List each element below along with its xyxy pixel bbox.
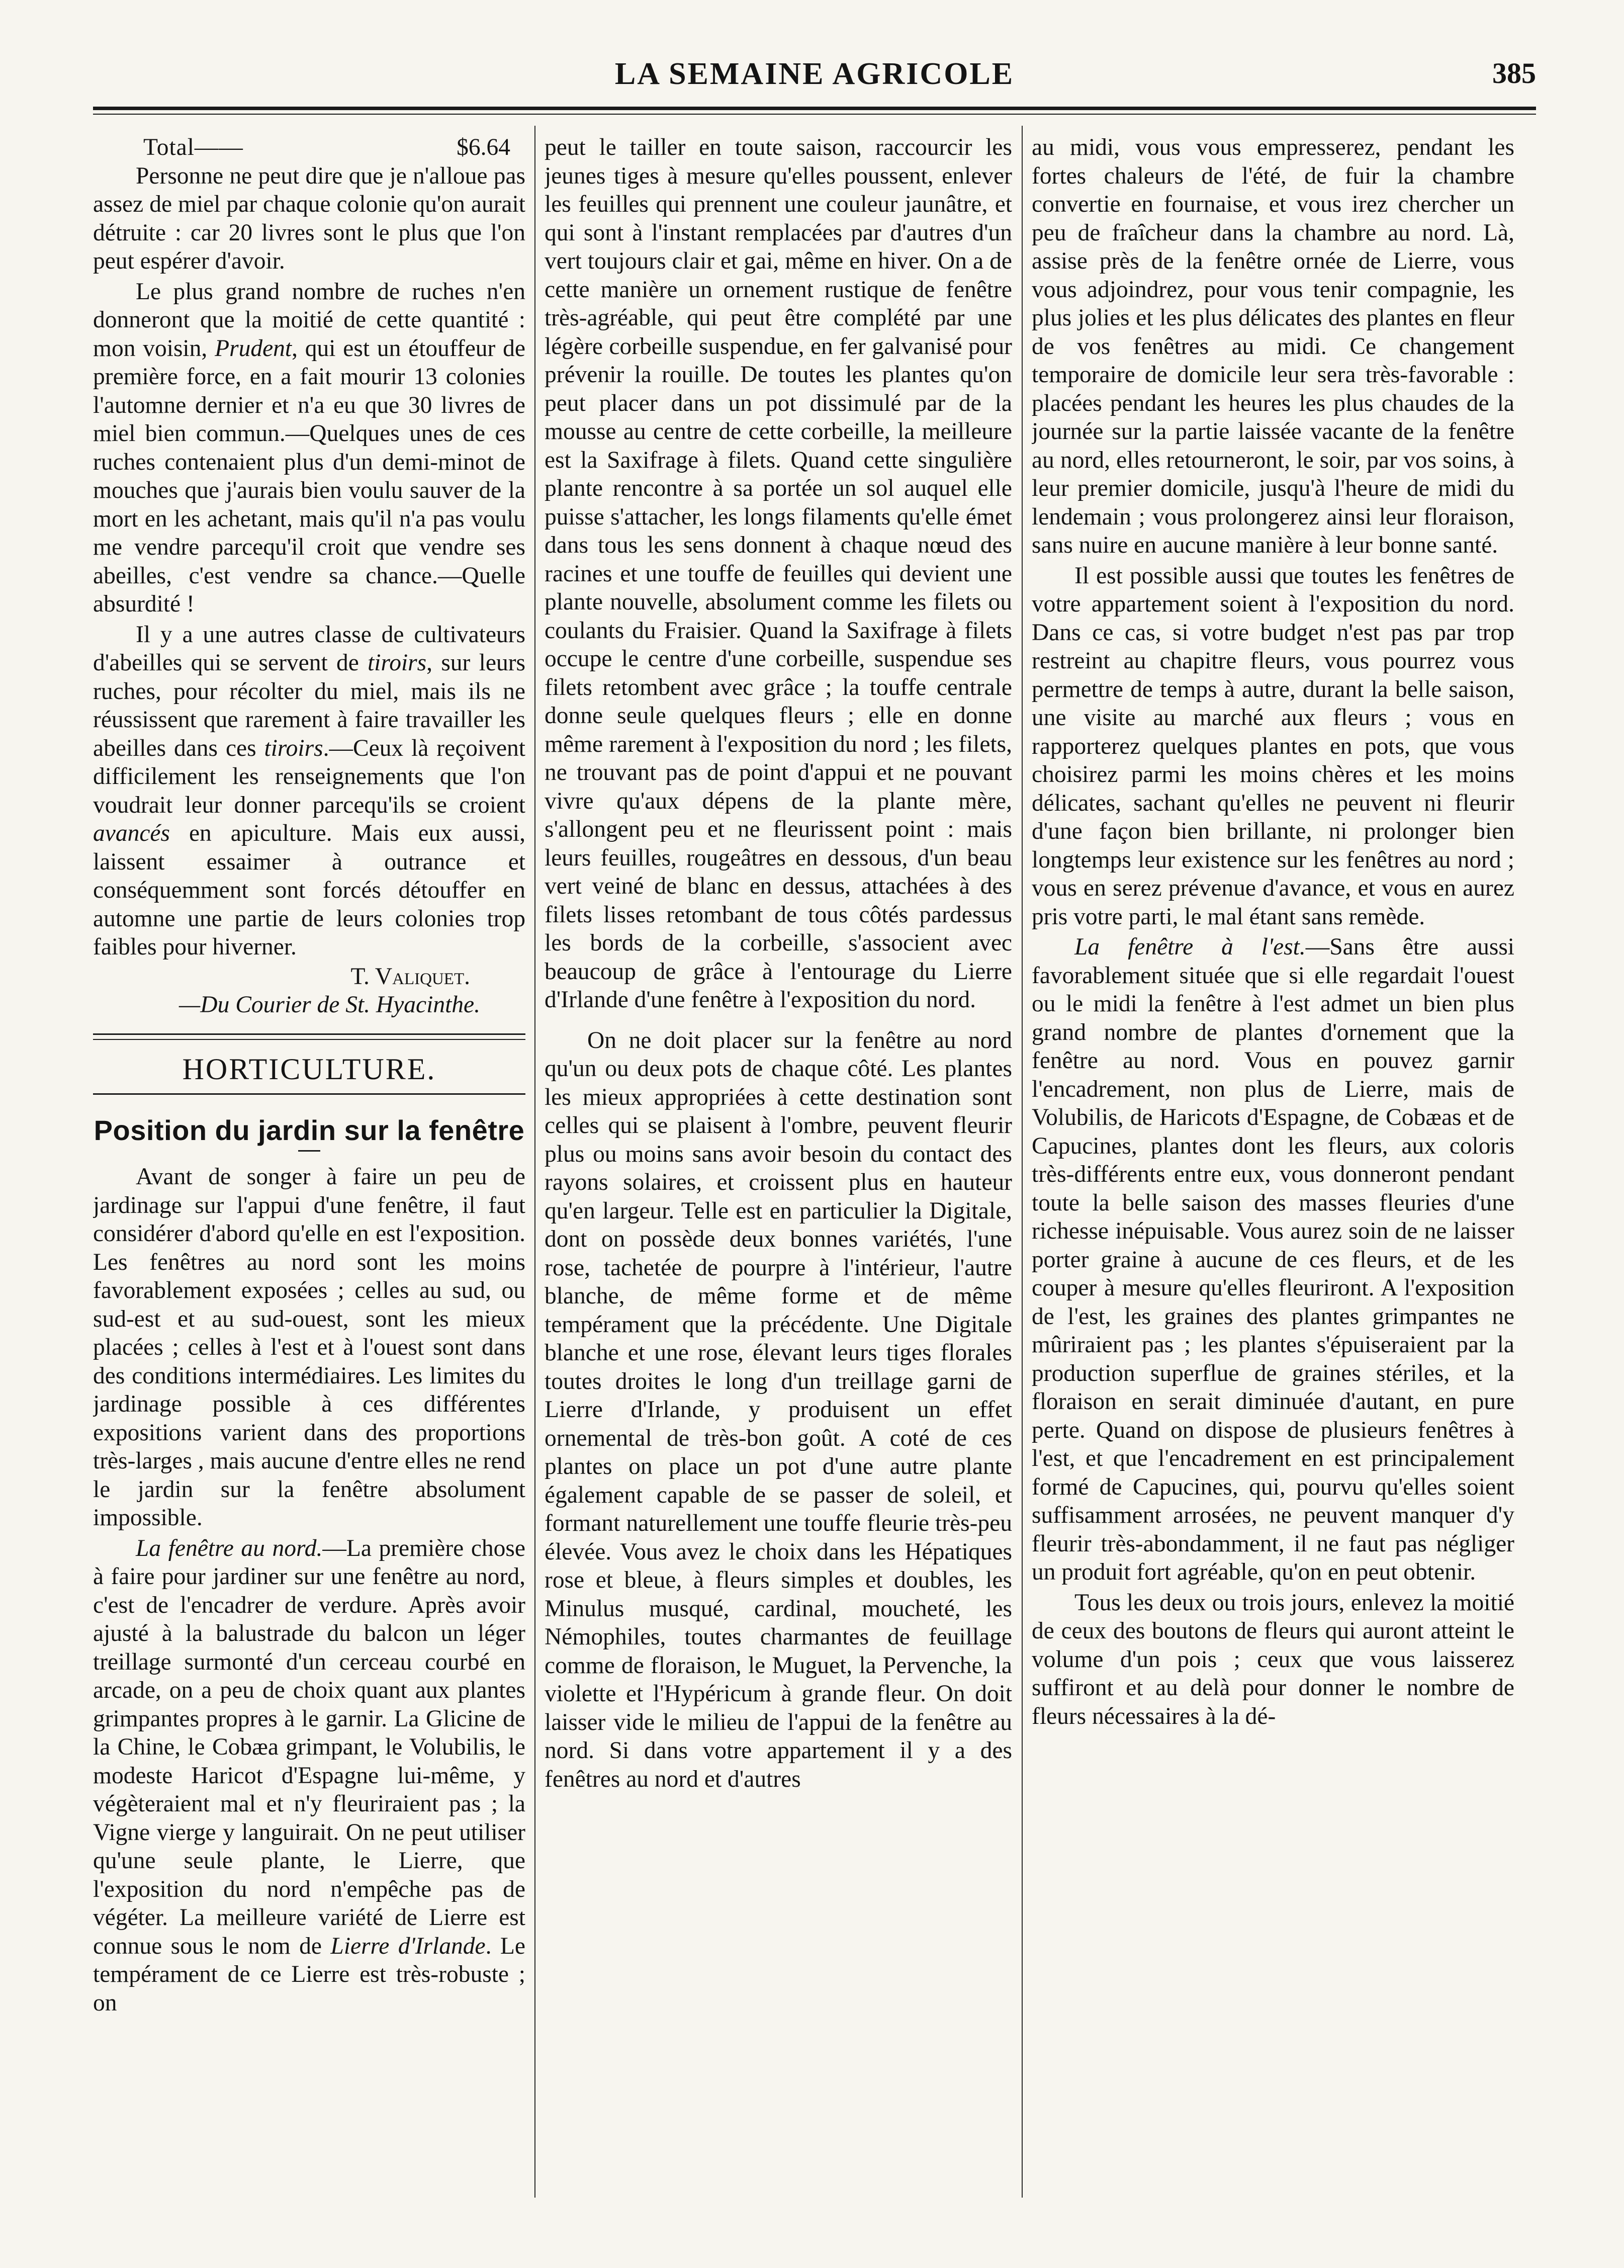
emphasis: Prudent (215, 335, 292, 362)
emphasis: Lierre d'Irlande (330, 1933, 486, 1959)
author-signature: T. Valiquet. (350, 963, 470, 990)
title-dash (298, 1150, 320, 1152)
paragraph: Le plus grand nombre de ruches n'en donneront que la moitié de cette quantité : mon voisin, Prudent, qui est un étouffeur de première force, en a fait mourir 13 colonies l'automne dernier et n'a eu que 30 livres de miel bien commun.—Quelques unes de ces ruches contenaient plus d'un demi-minot de mouches que j'aurais bien voulu sauver de la mort en les achetant, mais qu'il n'a pas voulu me vendre parcequ'il croit que vendre ses abeilles, c'est vendre sa chance.—Quelle absurdité ! (93, 278, 525, 617)
total-line (93, 133, 525, 162)
paragraph: Il est possible aussi que toutes les fenêtres de votre appartement soient à l'exposition du nord. Dans ce cas, si votre budget n'est pas par trop restreint au chapitre fleurs, vous pourrez vous permettre de temps à autre, durant la belle saison, une visite au marché aux fleurs ; vous en rapporterez quelques plantes en pots, que vous choisirez parmi les moins chères et les moins délicates, sachant qu'elles ne peuvent ni fleurir d'une façon bien brillante, ni prolonger bien longtemps leur existence sur les fenêtres au nord ; vous en serez prévenue d'avance, et vous en aurez pris votre parti, le mal étant sans remède. (1032, 562, 1514, 930)
total-label: Total—— (143, 134, 243, 160)
column-3 (1032, 133, 1514, 2198)
section-heading: HORTICULTURE. (182, 1052, 436, 1086)
column-divider-1 (534, 126, 535, 2198)
paragraph: On ne doit placer sur la fenêtre au nord qu'un ou deux pots de chaque côté. Les plantes les mieux appropriées à cette destination sont celles qui se plaisent à l'ombre, peuvent fleurir plus ou moins sans avoir besoin du contact des rayons solaires, et croissent plus en hauteur qu'en largeur. Telle est en particulier la Digitale, dont on possède deux bonnes variétés, l'une rose, tachetée de pourpre à l'intérieur, l'autre blanche, de même forme et de même tempérament que la précédente. Une Digitale blanche et une rose, élevant leurs tiges florales toutes droites le long d'un treillage garni de Lierre d'Irlande, y produisent un effet ornemental de très-bon goût. A coté de ces plantes on place un pot d'une autre plante également capable de se passer de soleil, et formant naturellement une touffe fleurie très-peu élevée. Vous avez le choix dans les Hépatiques rose et bleue, à fleurs simples et doubles, les Minulus musqué, cardinal, moucheté, les Némophiles, toutes charmantes de feuillage comme de floraison, le Muguet, la Pervenche, la violette et l'Hypéricum à grande fleur. On doit laisser vide le milieu de l'appui de la fenêtre au nord. Si dans votre appartement il y a des fenêtres au nord et d'autres (545, 1027, 1012, 1792)
emphasis: tiroirs (264, 735, 323, 761)
header-rule-thin (93, 114, 1536, 115)
paragraph: peut le tailler en toute saison, raccourcir les jeunes tiges à mesure qu'elles poussent, enlever les feuilles qui prennent une couleur jaunâtre, et qui sont à l'instant remplacées par d'autres d'un vert toujours clair et gai, même en hiver. On a de cette manière un ornement rustique de fenêtre très-agréable, qui peut être complété par une légère corbeille suspendue, en fer galvanisé pour prévenir la rouille. De toutes les plantes qu'on peut placer dans un pot dissimulé par de la mousse au centre de cette corbeille, la meilleure est la Saxifrage à filets. Quand cette singulière plante rencontre à sa portée un sol auquel elle puisse s'attacher, les longs filaments qu'elle émet dans tous les sens donnent à chaque nœud des racines et une touffe de feuilles qui devient une plante nouvelle, absolument comme les filets ou coulants du Fraisier. Quand la Saxifrage à filets occupe le centre d'une corbeille, suspendue ses filets retombent avec grâce ; la touffe centrale donne seule quelques fleurs ; elle en donne même rarement à l'exposition du nord ; les filets, ne trouvant pas de point d'appui et ne pouvant vivre qu'aux dépens de la plante mère, s'allongent peu et ne fleurissent point : mais leurs feuilles, rougeâtres en dessous, d'un beau vert veiné de blanc en dessus, attachées à des filets lisses retombant de tous côtés pardessus les bords de la corbeille, s'associent avec beaucoup de grâce à l'entourage du Lierre d'Irlande d'une fenêtre à l'exposition du nord. (545, 134, 1012, 1013)
publication-title: LA SEMAINE AGRICOLE (614, 57, 1015, 91)
paragraph: Personne ne peut dire que je n'alloue pas assez de miel par chaque colonie qu'on aurait détruite : car 20 livres sont le plus que l'on peut espérer d'avoir. (93, 162, 525, 274)
article-title: Position du jardin sur la fenêtre (94, 1114, 525, 1146)
source-credit: —Du Courier de St. Hyacinthe. (179, 992, 480, 1018)
emphasis: tiroirs (368, 650, 427, 676)
section-separator (93, 1033, 525, 1040)
paragraph: La fenêtre à l'est.—Sans être aussi favorablement située que si elle regardait l'ouest ou le midi la fenêtre à l'est admet un bien plus grand nombre de plantes d'ornement que la fenêtre au nord. Vous en pouvez garnir l'encadrement, non plus de Lierre, mais de Volubilis, de Haricots d'Espagne, de Cobæas et de Capucines, plantes dont les fleurs, aux coloris très-différents entre eux, vous donneront pendant toute la belle saison des masses fleuries d'une richesse inépuisable. Vous aurez soin de ne laisser porter graine à aucune de ces fleurs, et de les couper à mesure qu'elles fleuriront. A l'exposition de l'est, les graines des plantes grimpantes ne mûriraient pas ; les plantes s'épuiseraient par la production superflue de graines stériles, et la floraison en serait diminuée d'autant, en pure perte. Quand on dispose de plusieurs fenêtres à l'est, et que l'encadrement en est principalement formé de Capucines, qui, pourvu qu'elles soient suffisamment arrosées, ne peuvent manquer d'y fleurir très-abondamment, il ne faut pas négliger un produit fort agréable, qu'on en peut obtenir. (1032, 934, 1514, 1585)
paragraph: Avant de songer à faire un peu de jardinage sur l'appui d'une fenêtre, il faut considérer d'abord qu'elle en est l'exposition. Les fenêtres au nord sont les moins favorablement exposées ; celles au sud, ou sud-est et au sud-ouest, sont les mieux placées ; celles à l'est et à l'ouest sont dans des conditions intermédiaires. Les limites du jardinage possible à ces différentes expositions varient dans des proportions très-larges , mais aucune d'entre elles ne rend le jardin sur la fenêtre absolument impossible. (93, 1164, 525, 1531)
header-rule-thick (93, 107, 1536, 110)
column-1 (93, 133, 525, 2198)
column-2 (545, 133, 1012, 2198)
subheading-emphasis: La fenêtre au nord. (136, 1535, 323, 1561)
paragraph: Tous les deux ou trois jours, enlevez la moitié de ceux des boutons de fleurs qui auront atteint le volume d'un pois ; ceux que vous laisserez suffiront et au delà pour donner le nombre de fleurs nécessaires à la dé- (1032, 1589, 1514, 1729)
paragraph: Il y a une autres classe de cultivateurs d'abeilles qui se servent de tiroirs, sur leurs ruches, pour récolter du miel, mais ils ne réussissent que rarement à faire travailler les abeilles dans ces tiroirs.—Ceux là reçoivent difficilement les renseignements que l'on voudrait leur donner parcequ'ils se croient avancés en apiculture. Mais eux aussi, laissent essaimer à outrance et conséquemment sont forcés détouffer en automne une partie de leurs colonies trop faibles pour hiverner. (93, 621, 525, 960)
column-divider-2 (1022, 126, 1023, 2198)
subheading-emphasis: La fenêtre à l'est. (1074, 934, 1306, 960)
emphasis: avancés (93, 820, 170, 846)
section-separator-thin (93, 1093, 525, 1095)
page-number: 385 (1492, 57, 1536, 90)
page-header (93, 56, 1536, 104)
paragraph: au midi, vous vous empresserez, pendant les fortes chaleurs de l'été, de fuir la chambre convertie en fournaise, et vous irez chercher un peu de fraîcheur dans la chambre au nord. Là, assise près de la fenêtre ornée de Lierre, vous vous adjoindrez, pour vous tenir compagnie, les plus jolies et les plus délicates des plantes en fleur de vos fenêtres au midi. Ce changement temporaire de domicile leur sera très-favorable : placées pendant les heures les plus chaudes de la journée sur la partie laissée vacante de la fenêtre au nord, elles retourneront, le soir, par vos soins, à leur premier domicile, jusqu'à l'heure de midi du lendemain ; vous prolongerez ainsi leur floraison, sans nuire en aucune manière à leur bonne santé. (1032, 134, 1514, 558)
paragraph: La fenêtre au nord.—La première chose à faire pour jardiner sur une fenêtre au nord, c'est de l'encadrer de verdure. Après avoir ajusté à la balustrade du balcon un léger treillage surmonté d'un cerceau courbé en arcade, on a peu de choix quant aux plantes grimpantes propres à le garnir. La Glicine de la Chine, le Cobæa grimpant, le Volubilis, le modeste Haricot d'Espagne lui-même, y végèteraient mal et n'y fleuriraient pas ; la Vigne vierge y languirait. On ne peut utiliser qu'une seule plante, le Lierre, que l'exposition du nord n'empêche pas de végéter. La meilleure variété de Lierre est connue sous le nom de Lierre d'Irlande. Le tempérament de ce Lierre est très-robuste ; on (93, 1535, 525, 2016)
total-value: $6.64 (457, 134, 510, 160)
